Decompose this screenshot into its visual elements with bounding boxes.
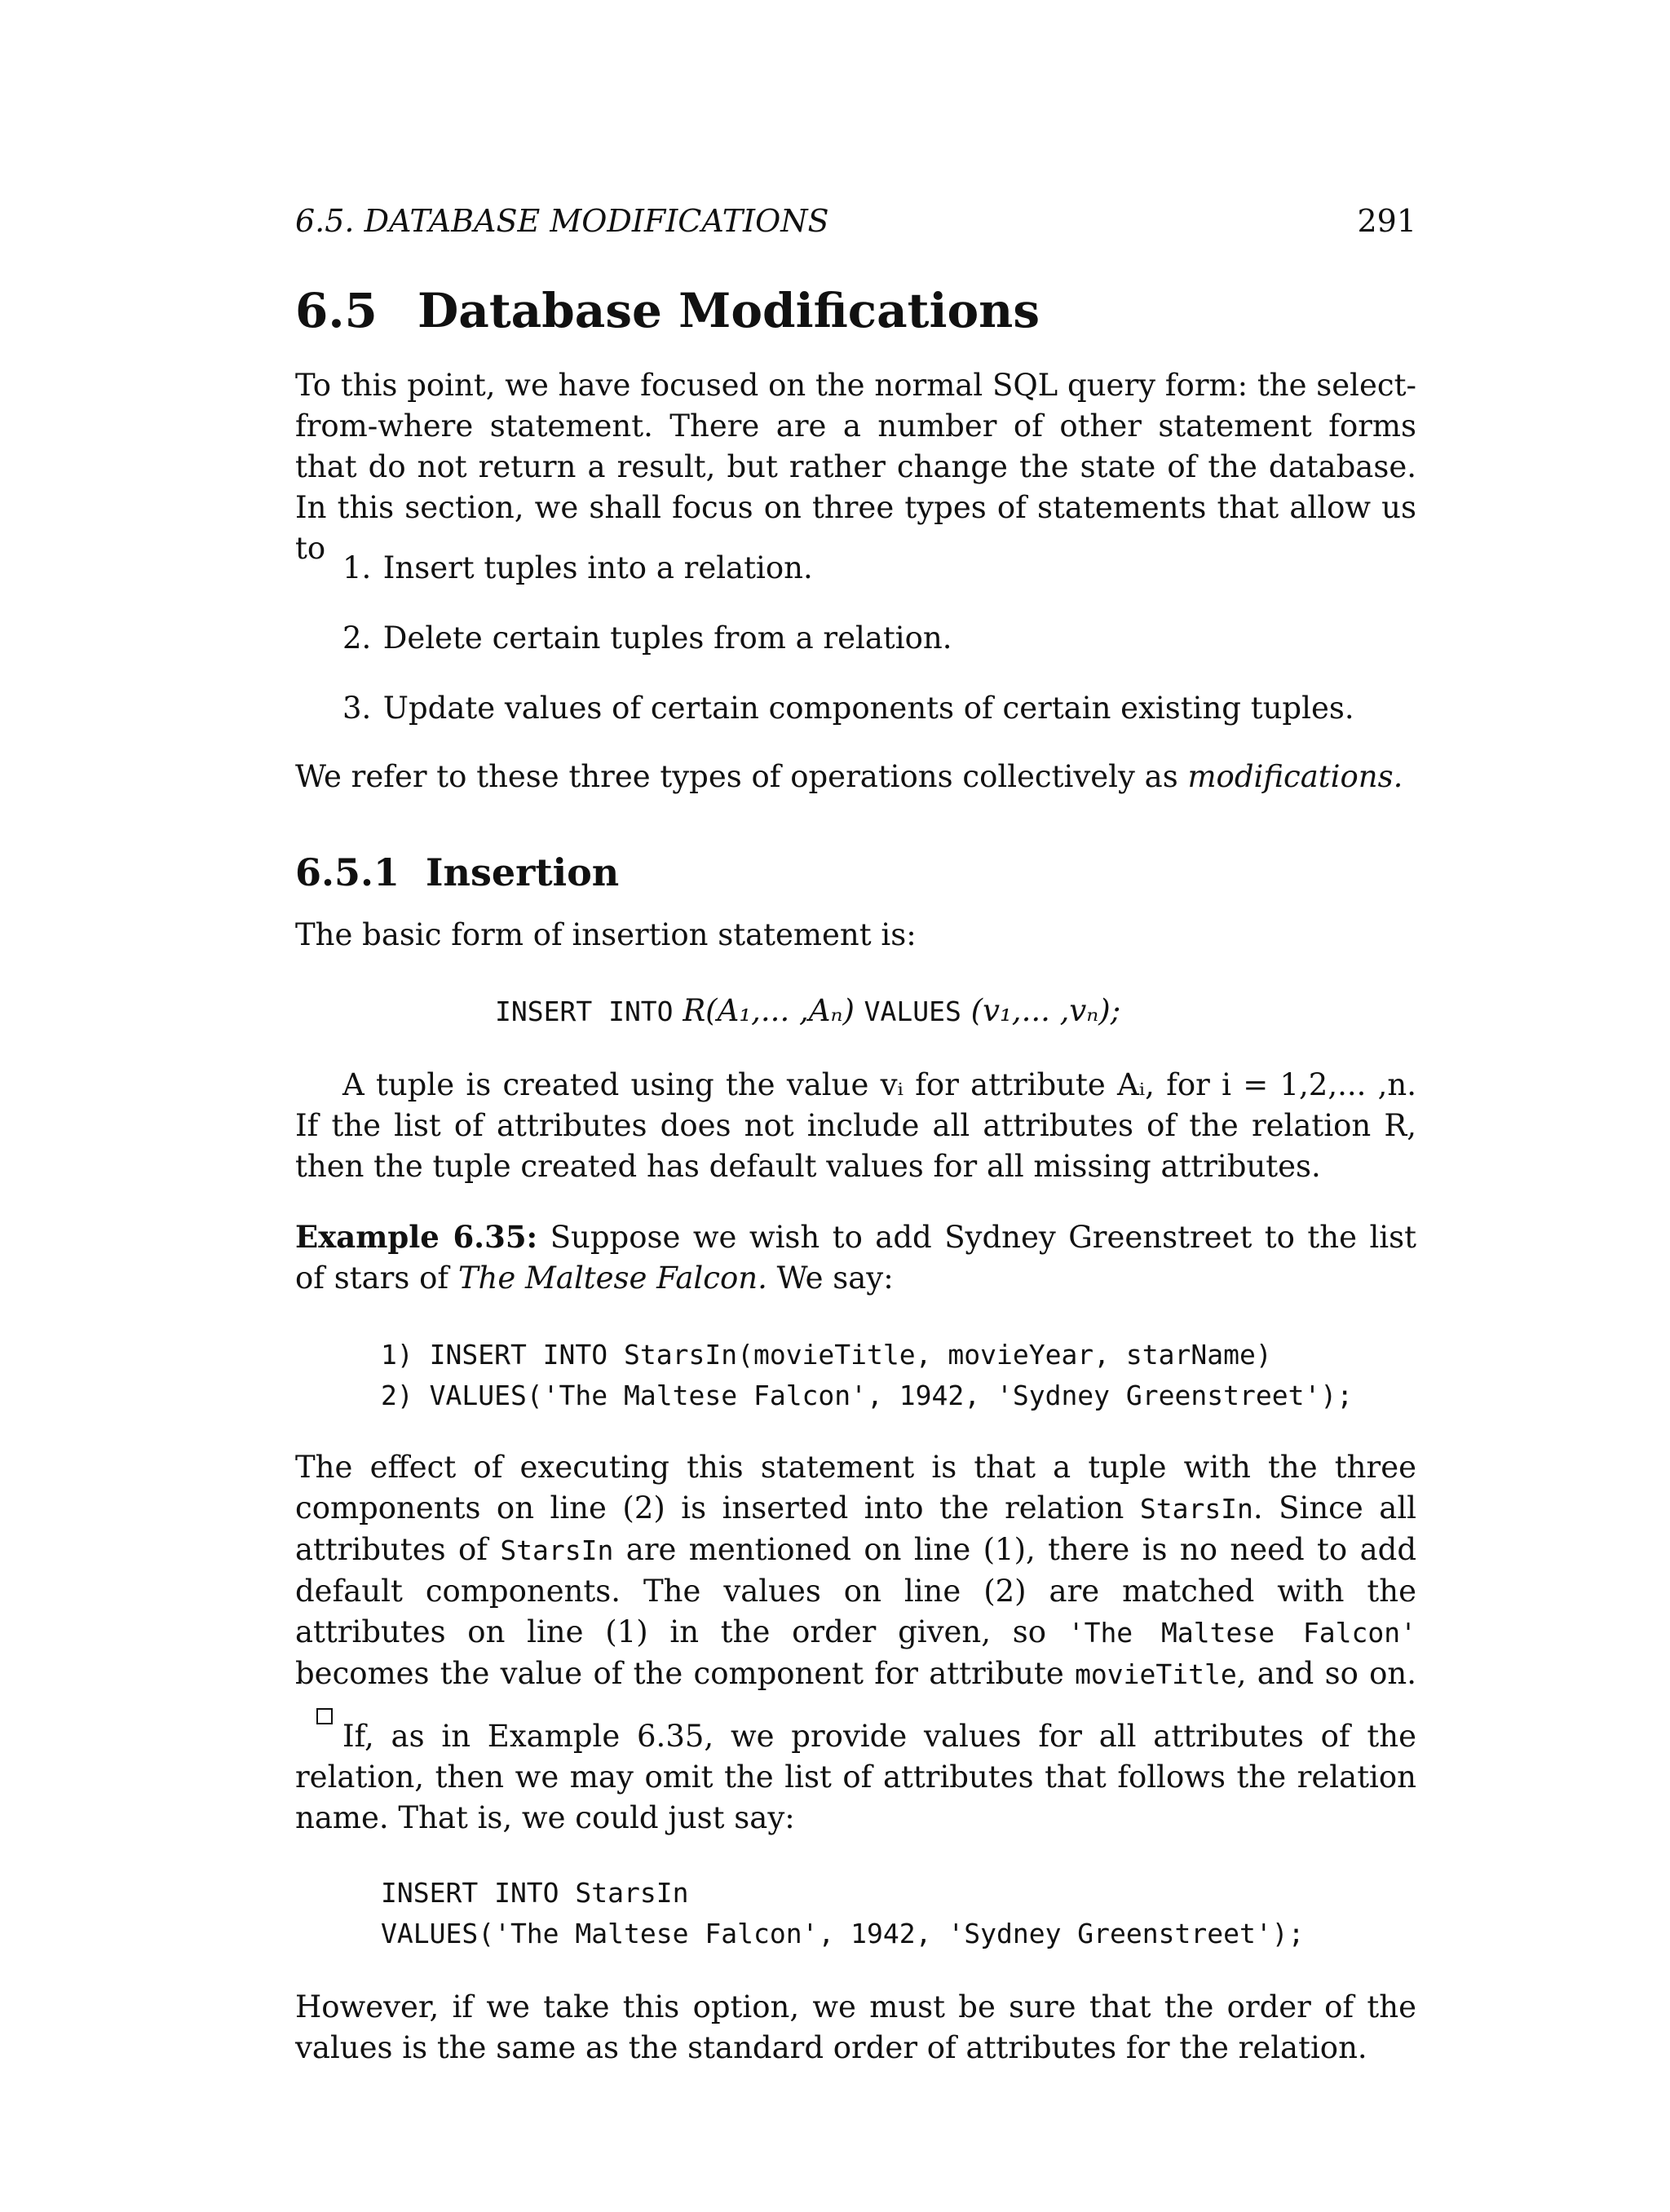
list-item-number: 1. <box>342 550 372 585</box>
section-number: 6.5 <box>295 283 378 338</box>
insert-formula <box>495 991 1120 1032</box>
list-item-number: 3. <box>342 691 372 726</box>
example-paragraph <box>295 1216 1416 1299</box>
code-inline: StarsIn <box>500 1534 614 1566</box>
intro-paragraph: To this point, we have focused on the normal SQL query form: the select-from-where statement. There are a number of other statement forms that do not return a result, but rather change the state of the database. In this section, we shall focus on three types of statements that allow us to <box>295 368 1416 566</box>
list-item-text: Insert tuples into a relation. <box>382 550 813 585</box>
subsection-title: Insertion <box>426 850 620 894</box>
section-heading <box>295 284 1040 338</box>
effect-text: becomes the value of the component for attribute <box>295 1656 1076 1691</box>
example-text-end: We say: <box>767 1261 894 1296</box>
example-label: Example 6.35: <box>295 1219 538 1255</box>
code-inline: StarsIn <box>1139 1493 1253 1525</box>
collective-emphasis: modifications. <box>1187 759 1403 794</box>
code-line: 2) VALUES('The Maltese Falcon', 1942, 'Sydney Greenstreet'); <box>381 1380 1354 1411</box>
modification-list <box>342 548 1403 758</box>
code-line: VALUES('The Maltese Falcon', 1942, 'Sydney Greenstreet'); <box>381 1918 1305 1949</box>
code-block-1 <box>381 1335 1353 1416</box>
example-movie-title: The Maltese Falcon. <box>457 1261 767 1296</box>
omit-paragraph: If, as in Example 6.35, we provide values for all attributes of the relation, then we may omit the list of attributes that follows the relation name. That is, we could just say: <box>295 1719 1416 1835</box>
formula-relation: R(A₁,... ,Aₙ) <box>683 993 855 1028</box>
running-head-title: 6.5. DATABASE MODIFICATIONS <box>295 203 829 239</box>
code-line: INSERT INTO StarsIn <box>381 1877 689 1909</box>
list-item <box>342 548 1403 589</box>
code-line: 1) INSERT INTO StarsIn(movieTitle, movieYear, starName) <box>381 1339 1272 1371</box>
tuple-paragraph: A tuple is created using the value vᵢ for attribute Aᵢ, for i = 1,2,... ,n. If the list of attributes does not include all attributes of the relation R, then the tuple created has default values for all missing attributes. <box>295 1067 1416 1184</box>
running-head <box>295 202 1416 240</box>
subsection-number: 6.5.1 <box>295 850 400 894</box>
collective-text: We refer to these three types of operations collectively as <box>295 759 1188 794</box>
page-number: 291 <box>1357 203 1416 239</box>
subsection-heading <box>295 850 619 895</box>
code-block-2 <box>381 1873 1304 1954</box>
formula-keyword-insert: INSERT INTO <box>495 996 674 1027</box>
effect-text: , and so on. <box>1236 1656 1417 1691</box>
basic-form-paragraph: The basic form of insertion statement is: <box>295 917 917 952</box>
collective-paragraph <box>295 757 1416 797</box>
formula-keyword-values: VALUES <box>864 996 961 1027</box>
list-item <box>342 688 1403 729</box>
code-inline: 'The Maltese Falcon' <box>1067 1617 1416 1649</box>
list-item-text: Delete certain tuples from a relation. <box>382 620 952 656</box>
list-item-text: Update values of certain components of certain existing tuples. <box>382 691 1354 726</box>
effect-paragraph <box>295 1447 1416 1736</box>
effect-text: . Since all attributes of <box>295 1490 1416 1567</box>
effect-text: The effect of executing this statement is that a tuple with the three components on line (2) is inserted into the relation <box>295 1450 1416 1525</box>
list-item <box>342 618 1403 659</box>
effect-text: are mentioned on line (1), there is no need to add default components. The values on line (2) are matched with the attributes on line (1) in the order given, so <box>295 1532 1417 1649</box>
section-title: Database Modifications <box>418 283 1040 338</box>
example-text: Suppose we wish to add Sydney Greenstreet to the list of stars of <box>295 1220 1416 1296</box>
list-item-number: 2. <box>342 620 372 656</box>
however-paragraph: However, if we take this option, we must be sure that the order of the values is the same as the standard order of attributes for the relation. <box>295 1989 1416 2065</box>
code-inline: movieTitle <box>1075 1658 1237 1690</box>
formula-values: (v₁,... ,vₙ); <box>970 993 1121 1028</box>
